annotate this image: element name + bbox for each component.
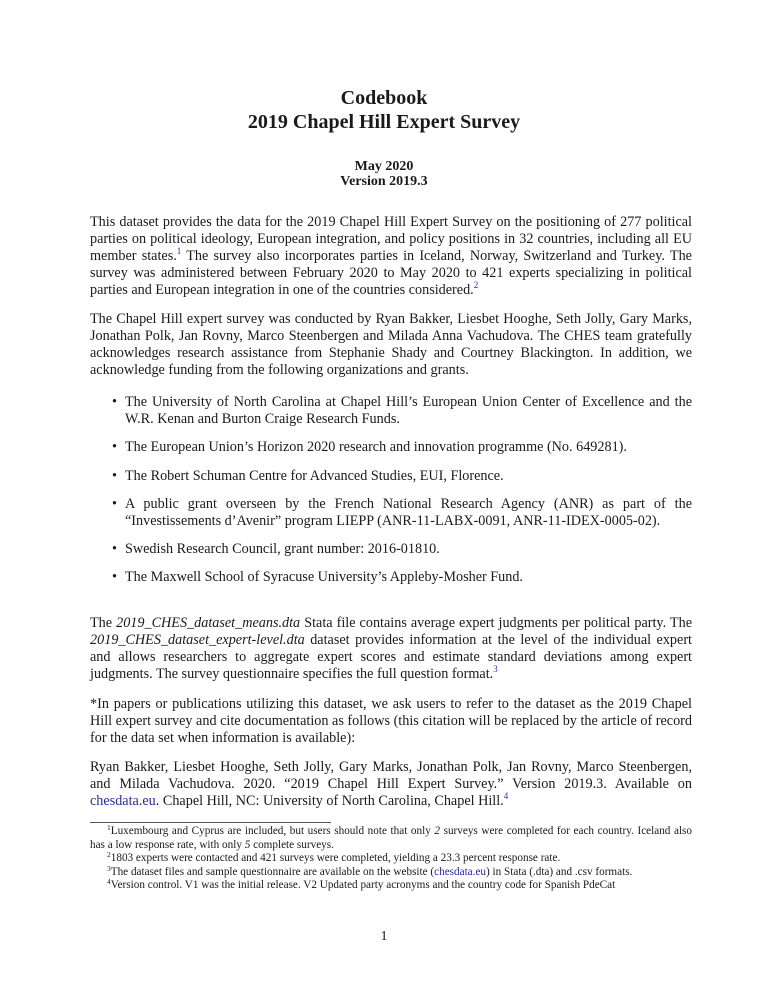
footnote-text: Version control. V1 was the initial release. V2 Updated party acronyms and the country code for Spanish PdeCat — [110, 879, 616, 892]
footnote-3 — [90, 863, 692, 880]
footnote-ref[interactable]: 3 — [493, 664, 498, 674]
footnote-4 — [90, 879, 692, 893]
chesdata-link[interactable]: chesdata.eu — [90, 793, 156, 809]
document-date: May 2020 — [354, 159, 414, 174]
footnote-text: ) in Stata (.dta) and .csv formats. — [486, 865, 633, 878]
footnote-text: The dataset files and sample questionnaire are available on the website ( — [110, 865, 435, 878]
bullet-icon: • — [112, 394, 117, 410]
footnote-ref[interactable]: 1 — [176, 246, 182, 256]
funding-text: The Robert Schuman Centre for Advanced Studies, EUI, Florence. — [125, 468, 504, 484]
citation-note: *In papers or publications utilizing this dataset, we ask users to refer to the dataset as the 2019 Chapel Hill expert survey and cite documentation as follows (this citation will be replaced by the article of record for the data set when information is available): — [90, 696, 692, 746]
footnote-text: 1803 experts were contacted and 421 surveys were completed, yielding a 23.3 percent response rate. — [110, 852, 561, 865]
credits-paragraph: The Chapel Hill expert survey was conducted by Ryan Bakker, Liesbet Hooghe, Seth Jolly, Gary Marks, Jonathan Polk, Jan Rovny, Marco Steenbergen and Milada Anna Vachudova. The CHES team gratefully acknowledges research assistance from Stephanie Shady and Courtney Blackington. In addition, we acknowledge funding from the following organizations and grants. — [90, 311, 692, 378]
funding-item — [112, 394, 692, 428]
page-number: 1 — [380, 929, 388, 944]
funding-item — [112, 569, 692, 586]
bullet-icon: • — [112, 439, 117, 455]
means-file-name: 2019_CHES_dataset_means.dta — [116, 615, 301, 631]
files-text: Stata file contains average expert judgments per political party. The — [300, 615, 692, 631]
funding-item — [112, 439, 692, 456]
footnote-text: surveys were completed for each country. Iceland also has a low response rate, with only — [90, 825, 693, 851]
citation-paragraph — [90, 759, 692, 810]
bullet-icon: • — [112, 496, 117, 512]
funding-text: A public grant overseen by the French National Research Agency (ANR) as part of the “Investissements d’Avenir” program LIEPP (ANR-11-LABX-0091, ANR-11-IDEX-0005-02). — [125, 496, 692, 529]
funding-item — [112, 468, 692, 485]
footnote-text: Luxembourg and Cyprus are included, but users should note that only — [110, 825, 435, 837]
footnote-text: 2 — [434, 825, 440, 837]
funding-item — [112, 496, 692, 530]
footnote-text: 5 — [244, 838, 251, 851]
footnote-ref[interactable]: 2 — [473, 280, 479, 290]
funding-text: The University of North Carolina at Chapel Hill’s European Union Center of Excellence and the W.R. Kenan and Burton Craige Research Funds. — [125, 394, 692, 427]
intro-text: The survey also incorporates parties in Iceland, Norway, Switzerland and Turkey. The survey was administered between February 2020 to May 2020 to 421 experts specializing in political parties and European integration in one of the countries considered. — [90, 248, 692, 298]
funding-text: The European Union’s Horizon 2020 research and innovation programme (No. 649281). — [125, 439, 627, 455]
footnote-number: 2 — [107, 850, 111, 860]
chesdata-link[interactable]: chesdata.eu — [434, 865, 487, 878]
bullet-icon: • — [112, 569, 117, 585]
intro-text: This dataset provides the data for the 2019 Chapel Hill Expert Survey on the positioning of 277 political parties on political ideology, European integration, and policy positions in 32 countries, including all EU member states. — [90, 214, 692, 264]
footnote-number: 3 — [107, 863, 111, 873]
footnote-text: complete surveys. — [250, 838, 334, 851]
files-paragraph — [90, 615, 692, 683]
document-version: Version 2019.3 — [340, 174, 428, 189]
funding-text: Swedish Research Council, grant number: 2016-01810. — [125, 541, 440, 557]
citation-text: . Chapel Hill, NC: University of North Carolina, Chapel Hill. — [155, 793, 504, 809]
footnote-number: 1 — [107, 823, 111, 832]
expert-file-name: 2019_CHES_dataset_expert-level.dta — [90, 632, 305, 648]
footnote-2 — [90, 852, 692, 866]
files-text: dataset provides information at the level of the individual expert and allows researchers to aggregate expert scores and estimate standard deviations among expert judgments. The survey questionnaire specifies the full question format. — [90, 632, 692, 682]
document-title: Codebook — [340, 87, 428, 109]
funding-text: The Maxwell School of Syracuse University’s Appleby-Mosher Fund. — [125, 569, 523, 585]
bullet-icon: • — [112, 468, 117, 484]
footnotes — [90, 825, 692, 893]
footnote-1 — [90, 825, 692, 852]
citation-text: Ryan Bakker, Liesbet Hooghe, Seth Jolly, Gary Marks, Jonathan Polk, Jan Rovny, Marco Steenbergen, and Milada Vachudova. 2020. “2019 Chapel Hill Expert Survey.” Version 2019.3. Available on — [90, 759, 692, 792]
bullet-icon: • — [112, 541, 117, 557]
funding-item — [112, 541, 692, 558]
footnote-divider — [90, 822, 331, 823]
footnote-ref[interactable]: 4 — [503, 791, 509, 801]
document-subtitle: 2019 Chapel Hill Expert Survey — [247, 111, 521, 133]
footnote-number: 4 — [107, 877, 111, 887]
intro-paragraph — [90, 214, 692, 299]
files-text: The — [90, 615, 117, 631]
